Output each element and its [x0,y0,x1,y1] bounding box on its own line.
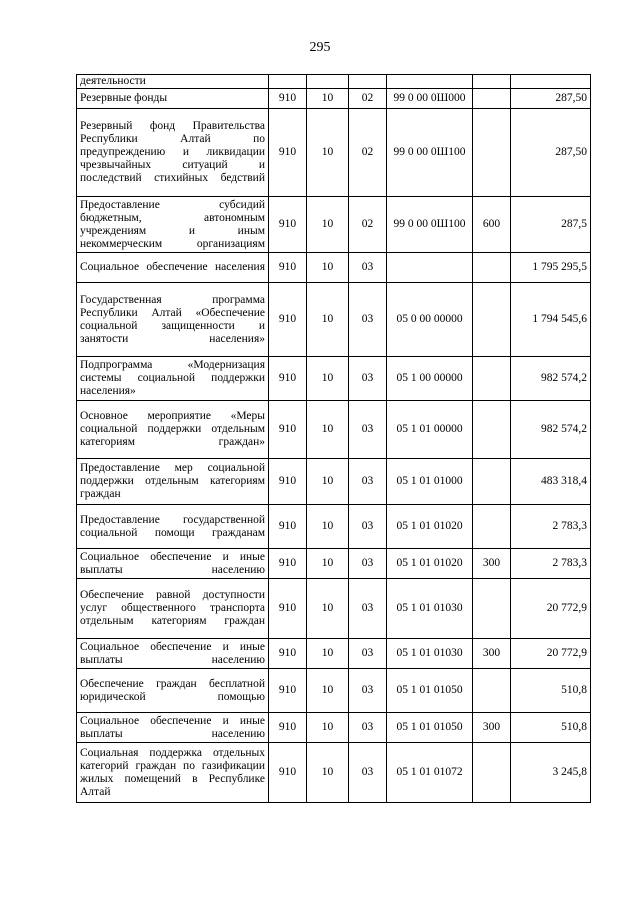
row-target-article-code: 05 1 01 01000 [387,459,473,505]
row-subsection-code: 03 [349,743,387,803]
row-expense-type-code [473,743,511,803]
row-amount: 3 245,8 [511,743,591,803]
row-ved-code: 910 [269,357,307,401]
row-target-article-code: 05 1 01 01050 [387,713,473,743]
row-amount: 20 772,9 [511,579,591,639]
table-row [77,401,591,459]
row-amount: 1 795 295,5 [511,253,591,283]
row-section-code: 10 [307,401,349,459]
row-subsection-code: 02 [349,197,387,253]
row-subsection-code: 02 [349,89,387,109]
row-name: Социальное обеспечение населения [77,253,269,283]
row-name: Социальное обеспечение и иные выплаты населению [77,713,269,743]
row-expense-type-code [473,669,511,713]
row-ved-code: 910 [269,549,307,579]
row-subsection-code: 03 [349,639,387,669]
table-row [77,109,591,197]
row-ved-code: 910 [269,109,307,197]
table-row [77,579,591,639]
row-expense-type-code [473,505,511,549]
row-ved-code: 910 [269,713,307,743]
row-target-article-code: 05 1 00 00000 [387,357,473,401]
row-amount: 287,5 [511,197,591,253]
row-amount: 20 772,9 [511,639,591,669]
row-ved-code: 910 [269,669,307,713]
row-section-code [307,75,349,89]
row-subsection-code: 03 [349,253,387,283]
row-subsection-code: 03 [349,283,387,357]
row-name: Предоставление мер социальной поддержки отдельным категориям граждан [77,459,269,505]
row-amount: 982 574,2 [511,401,591,459]
row-amount: 287,50 [511,109,591,197]
table-row [77,89,591,109]
row-name: Обеспечение граждан бесплатной юридической помощью [77,669,269,713]
row-section-code: 10 [307,639,349,669]
row-amount: 1 794 545,6 [511,283,591,357]
row-section-code: 10 [307,713,349,743]
row-expense-type-code [473,357,511,401]
row-ved-code: 910 [269,253,307,283]
row-section-code: 10 [307,743,349,803]
row-expense-type-code [473,253,511,283]
row-ved-code: 910 [269,401,307,459]
row-expense-type-code: 300 [473,549,511,579]
row-section-code: 10 [307,109,349,197]
row-name: Предоставление государственной социальной помощи гражданам [77,505,269,549]
row-section-code: 10 [307,505,349,549]
row-ved-code: 910 [269,89,307,109]
row-target-article-code: 05 0 00 00000 [387,283,473,357]
row-target-article-code: 05 1 01 01020 [387,549,473,579]
row-target-article-code: 05 1 01 00000 [387,401,473,459]
row-name: деятельности [77,75,269,89]
row-target-article-code [387,253,473,283]
row-name: Социальное обеспечение и иные выплаты населению [77,549,269,579]
row-name: Резервные фонды [77,89,269,109]
row-name: Социальная поддержка отдельных категорий граждан по газификации жилых помещений в Республике Алтай [77,743,269,803]
row-ved-code: 910 [269,743,307,803]
row-amount: 510,8 [511,669,591,713]
row-amount: 510,8 [511,713,591,743]
row-expense-type-code [473,75,511,89]
row-subsection-code [349,75,387,89]
row-subsection-code: 03 [349,669,387,713]
row-amount: 2 783,3 [511,505,591,549]
row-section-code: 10 [307,197,349,253]
row-name: Предоставление субсидий бюджетным, автономным учреждениям и иным некоммерческим организациям [77,197,269,253]
row-target-article-code: 05 1 01 01030 [387,579,473,639]
row-target-article-code: 05 1 01 01030 [387,639,473,669]
row-name: Подпрограмма «Модернизация системы социальной поддержки населения» [77,357,269,401]
row-amount: 287,50 [511,89,591,109]
row-name: Обеспечение равной доступности услуг общественного транспорта отдельным категориям граждан [77,579,269,639]
table-row [77,639,591,669]
row-name: Социальное обеспечение и иные выплаты населению [77,639,269,669]
row-target-article-code: 05 1 01 01020 [387,505,473,549]
row-name: Основное мероприятие «Меры социальной поддержки отдельным категориям граждан» [77,401,269,459]
row-expense-type-code: 300 [473,639,511,669]
table-row [77,75,591,89]
row-ved-code: 910 [269,639,307,669]
row-section-code: 10 [307,549,349,579]
row-expense-type-code [473,89,511,109]
row-ved-code: 910 [269,459,307,505]
row-target-article-code: 99 0 00 0Ш000 [387,89,473,109]
row-subsection-code: 03 [349,505,387,549]
row-section-code: 10 [307,253,349,283]
budget-table [76,74,591,803]
table-row [77,669,591,713]
row-subsection-code: 03 [349,459,387,505]
row-section-code: 10 [307,283,349,357]
row-expense-type-code [473,459,511,505]
row-section-code: 10 [307,669,349,713]
row-expense-type-code [473,579,511,639]
row-amount: 483 318,4 [511,459,591,505]
row-section-code: 10 [307,357,349,401]
table-row [77,713,591,743]
row-subsection-code: 03 [349,401,387,459]
table-row [77,197,591,253]
row-subsection-code: 03 [349,357,387,401]
row-ved-code: 910 [269,505,307,549]
table-row [77,743,591,803]
row-expense-type-code [473,109,511,197]
table-body [77,75,591,803]
row-target-article-code: 99 0 00 0Ш100 [387,109,473,197]
page-number: 295 [309,40,331,55]
row-subsection-code: 03 [349,579,387,639]
row-amount: 982 574,2 [511,357,591,401]
row-section-code: 10 [307,459,349,505]
row-section-code: 10 [307,89,349,109]
row-target-article-code: 05 1 01 01072 [387,743,473,803]
row-name: Резервный фонд Правительства Республики Алтай по предупреждению и ликвидации чрезвычайных ситуаций и последствий стихийных бедствий [77,109,269,197]
table-row [77,283,591,357]
table-row [77,549,591,579]
row-expense-type-code [473,401,511,459]
row-section-code: 10 [307,579,349,639]
row-subsection-code: 03 [349,549,387,579]
row-expense-type-code: 300 [473,713,511,743]
row-ved-code: 910 [269,197,307,253]
row-ved-code [269,75,307,89]
row-target-article-code: 05 1 01 01050 [387,669,473,713]
row-ved-code: 910 [269,579,307,639]
row-subsection-code: 03 [349,713,387,743]
table-row [77,505,591,549]
row-target-article-code [387,75,473,89]
row-target-article-code: 99 0 00 0Ш100 [387,197,473,253]
row-expense-type-code [473,283,511,357]
row-ved-code: 910 [269,283,307,357]
table-row [77,253,591,283]
row-name: Государственная программа Республики Алтай «Обеспечение социальной защищенности и занятости населения» [77,283,269,357]
row-expense-type-code: 600 [473,197,511,253]
row-amount: 2 783,3 [511,549,591,579]
table-row [77,357,591,401]
row-subsection-code: 02 [349,109,387,197]
table-row [77,459,591,505]
row-amount [511,75,591,89]
